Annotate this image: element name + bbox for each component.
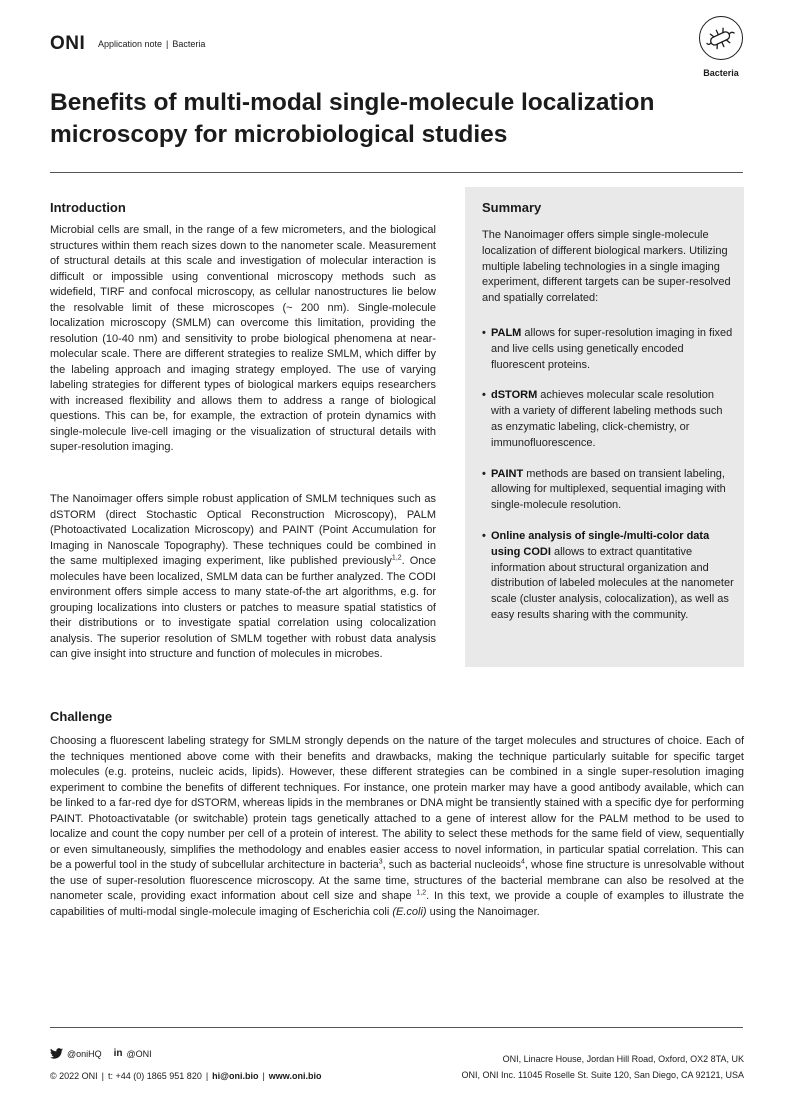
address-us: ONI, ONI Inc. 11045 Roselle St. Suite 120, San Diego, CA 92121, USA xyxy=(461,1070,744,1080)
summary-item-term: dSTORM xyxy=(491,389,538,402)
social-links xyxy=(50,1048,152,1059)
bacteria-icon xyxy=(706,25,736,51)
summary-item-codi: • Online analysis of single-/multi-color data using CODI allows to extract quantitative information about structural organization and distribution of labeled molecules at the nanometer scale (cluster analysis, colocalization), as well as easy results sharing with the community. xyxy=(482,529,734,621)
top-divider xyxy=(50,172,743,173)
website-link[interactable]: www.oni.bio xyxy=(268,1071,322,1081)
challenge-part-e: using the Nanoimager. xyxy=(426,905,540,918)
challenge-part-d: . In this text, we provide a couple of examples to illustrate the capabilities of multi-modal single-molecule imaging of Escherichia coli xyxy=(50,890,744,918)
summary-item-text: achieves molecular scale resolution with a variety of different labeling methods such as enzymatic labeling, click-chemistry, or immunofluorescence. xyxy=(491,389,723,449)
citation-sup: 4 xyxy=(521,858,525,866)
challenge-paragraph xyxy=(50,734,744,920)
challenge-italic: (E.coli) xyxy=(392,905,427,918)
summary-item-paint: • PAINT methods are based on transient labeling, allowing for multiplexed, sequential imaging with single-molecule resolution. xyxy=(482,467,726,512)
summary-item-palm: • PALM allows for super-resolution imaging in fixed and live cells using genetically encoded fluorescent proteins. xyxy=(482,327,733,371)
summary-item-term: PAINT xyxy=(491,467,524,480)
twitter-handle: @oniHQ xyxy=(67,1048,102,1059)
summary-item-term: PALM xyxy=(491,327,522,339)
twitter-link[interactable] xyxy=(50,1048,102,1059)
linkedin-handle: @ONI xyxy=(126,1048,152,1059)
summary-item-text: allows for super-resolution imaging in fixed and live cells using genetically encoded fluorescent proteins. xyxy=(491,327,733,371)
summary-heading: Summary xyxy=(482,200,542,215)
intro-p2-part-b: . Once molecules have been localized, SMLM data can be further analyzed. The CODI environment offers simple access to many state-of-the art algorithms, e.g. for grouping localizations into clusters or patches to measure spatial statistics of their distributions or to investigate spatial correlation using colocalization analysis. The superior resolution of SMLM together with robust data analysis can give insight into structure and function of molecules in microbes. xyxy=(50,555,436,660)
summary-item-term: Online analysis of single-/multi-color data using CODI xyxy=(491,529,710,558)
linkedin-icon: in xyxy=(113,1048,123,1059)
badge-label: Bacteria xyxy=(703,68,739,78)
summary-item-dstorm: • dSTORM achieves molecular scale resolution with a variety of different labeling methods such as enzymatic labeling, click-chemistry, or immunofluorescence. xyxy=(482,389,723,449)
challenge-part-b: , such as bacterial nucleoids xyxy=(382,859,521,871)
oni-logo: ONI xyxy=(50,33,86,54)
summary-item-text: methods are based on transient labeling, allowing for multiplexed, sequential imaging with single-molecule resolution. xyxy=(491,467,726,512)
intro-p2-part-a: The Nanoimager offers simple robust application of SMLM techniques such as dSTORM (direct Stochastic Optical Reconstruction Microscopy), PALM (Photoactivated Localization Microscopy) and PAINT (Point Accumulation for Imaging in Nanoscale Topography). These techniques could be combined in the same multiplexed imaging experiment, like published previously xyxy=(50,493,436,567)
twitter-icon xyxy=(50,1048,63,1059)
email-link[interactable]: hi@oni.bio xyxy=(212,1071,259,1081)
linkedin-link[interactable] xyxy=(114,1048,152,1059)
challenge-part-a: Choosing a fluorescent labeling strategy for SMLM strongly depends on the nature of the target molecules and structures of choice. Each of the techniques mentioned above come with their benefits and drawbacks, making the technique particularly suitable for specific target molecules (e.g. proteins, nucleic acids, lipids). However, these different strategies can be combined in a single super-resolution imaging experiment to combine the benefits of different techniques. For instance, one protein marker may have a good antibody available, which can be linked to a far-red dye for dSTORM, whereas lipids in the membranes or DNA might be transiently stained with a specific dye for performing PAINT. Photoactivatable (or switchable) protein tags genetically attached to a gene of interest allow for the PALM method to be used to localize and count the copy number per cell of a protein of interest. The ability to select these methods for the same field of view, sequentially or even simultaneously, simplifies the methodology and enables easier access to novel information, in particular spatial correlation. This can be a powerful tool in the study of subcellular architecture in bacteria xyxy=(50,735,744,871)
introduction-paragraph-2 xyxy=(50,492,436,663)
doc-type: Application note xyxy=(98,39,163,49)
copyright: © 2022 ONI xyxy=(50,1071,98,1081)
citation-sup: 1,2 xyxy=(391,554,402,562)
header-meta: Application note | Bacteria xyxy=(98,39,206,49)
introduction-paragraph-1: Microbial cells are small, in the range of a few micrometers, and the biological structures within them reach sizes down to the nanometer scale. Measurement of structural details at this scale and investigation of molecular interaction is difficult or impossible using conventional microscopy methods such as widefield, TIRF and confocal microscopy, as cellular nanostructures lie below the resolvable limit of these microscopes (~ 200 nm). Single-molecule localization microscopy (SMLM) can overcome this limitation, providing the resolution (10-40 nm) and sensitivity to probe biological phenomena at near-molecular scale. There are different strategies to realize SMLM, which differ by the labeling approach and imaging strategy employed. The use of varying labeling strategies for different types of biological markers equips researchers with increased flexibility and allows them to address a range of biological questions. This can be, for example, the extraction of protein dynamics with single-molecule live-cell imaging or the visualization of structural details with super-resolution imaging. xyxy=(50,224,436,453)
citation-sup: 3 xyxy=(378,858,383,866)
phone: t: +44 (0) 1865 951 820 xyxy=(108,1071,202,1081)
bacteria-badge xyxy=(699,16,743,60)
footer-contact: © 2022 ONI | t: +44 (0) 1865 951 820 | hi@oni.bio | www.oni.bio xyxy=(50,1071,322,1081)
bottom-divider xyxy=(50,1027,743,1028)
summary-item-text: allows to extract quantitative information about structural organization and distribution of labeled molecules at the nanometer scale (cluster analysis, colocalization), as well as easy results sharing with the community. xyxy=(491,545,734,621)
challenge-heading: Challenge xyxy=(50,709,113,724)
citation-sup: 1,2 xyxy=(416,889,427,897)
doc-category: Bacteria xyxy=(172,39,206,49)
page-title: Benefits of multi-modal single-molecule localization microscopy for microbiological studies xyxy=(50,89,655,148)
summary-list xyxy=(482,326,734,639)
challenge-part-c: , whose fine structure is unresolvable without the use of super-resolution fluorescence microscopy. At the same time, structures of the bacterial membrane can also be resolved at the nanometer scale, providing exact information about cell size and shape xyxy=(50,859,745,902)
introduction-heading: Introduction xyxy=(50,200,126,215)
address-uk: ONI, Linacre House, Jordan Hill Road, Oxford, OX2 8TA, UK xyxy=(502,1054,744,1064)
summary-intro: The Nanoimager offers simple single-molecule localization of different biological markers. Utilizing multiple labeling technologies in a single imaging experiment, different targets can be super-resolved and spatially correlated: xyxy=(482,229,731,305)
